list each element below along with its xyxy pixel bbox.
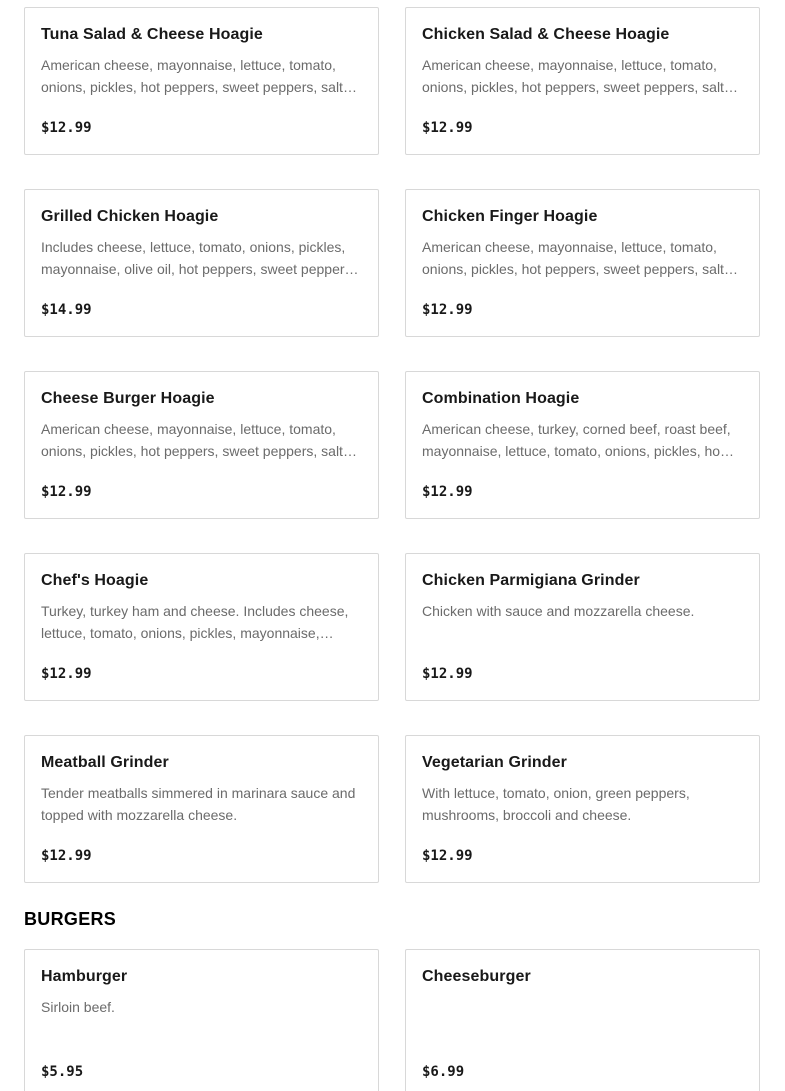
menu-item-card[interactable] [405, 7, 760, 155]
item-description: American cheese, mayonnaise, lettuce, tomato, onions, pickles, hot peppers, sweet peppers, salt… [422, 239, 738, 277]
item-description: Includes cheese, lettuce, tomato, onions, pickles, mayonnaise, olive oil, hot peppers, sweet pepper… [41, 239, 359, 277]
item-description: American cheese, mayonnaise, lettuce, tomato, onions, pickles, hot peppers, sweet peppers, salt… [422, 57, 738, 95]
item-price: $5.95 [41, 1064, 84, 1080]
item-price: $6.99 [422, 1064, 465, 1080]
item-name: Cheeseburger [422, 968, 531, 985]
item-name: Chicken Finger Hoagie [422, 208, 598, 225]
item-name: Cheese Burger Hoagie [41, 390, 215, 407]
item-price: $12.99 [41, 484, 92, 500]
menu-item-card[interactable] [405, 949, 760, 1091]
item-price: $12.99 [422, 666, 473, 682]
item-description: American cheese, mayonnaise, lettuce, tomato, onions, pickles, hot peppers, sweet peppers, salt… [41, 421, 357, 459]
menu-item-card[interactable] [24, 371, 379, 519]
item-price: $12.99 [422, 302, 473, 318]
menu-item-card[interactable] [24, 189, 379, 337]
item-price: $12.99 [422, 484, 473, 500]
menu-item-card[interactable] [405, 735, 760, 883]
menu-item-card[interactable] [24, 7, 379, 155]
section-title-burgers: BURGERS [24, 909, 117, 929]
item-price: $12.99 [41, 120, 92, 136]
menu-item-card[interactable] [405, 189, 760, 337]
item-name: Grilled Chicken Hoagie [41, 208, 219, 225]
menu-item-card[interactable] [24, 553, 379, 701]
item-description: With lettuce, tomato, onion, green peppers, mushrooms, broccoli and cheese. [422, 785, 690, 823]
item-name: Hamburger [41, 968, 128, 985]
menu-item-card[interactable] [24, 949, 379, 1091]
item-price: $14.99 [41, 302, 92, 318]
menu-item-card[interactable] [24, 735, 379, 883]
item-description: Chicken with sauce and mozzarella cheese. [422, 603, 695, 619]
item-description: Turkey, turkey ham and cheese. Includes cheese, lettuce, tomato, onions, pickles, mayonnaise,… [41, 603, 349, 641]
item-name: Tuna Salad & Cheese Hoagie [41, 26, 263, 43]
item-price: $12.99 [41, 666, 92, 682]
item-description: Tender meatballs simmered in marinara sauce and topped with mozzarella cheese. [41, 785, 356, 823]
item-name: Chef's Hoagie [41, 572, 149, 589]
item-price: $12.99 [41, 848, 92, 864]
item-name: Combination Hoagie [422, 390, 580, 407]
item-name: Vegetarian Grinder [422, 754, 567, 771]
item-description: American cheese, mayonnaise, lettuce, tomato, onions, pickles, hot peppers, sweet peppers, salt… [41, 57, 357, 95]
item-description: American cheese, turkey, corned beef, roast beef, mayonnaise, lettuce, tomato, onions, pickles, ho… [422, 421, 735, 459]
item-description: Sirloin beef. [41, 999, 115, 1015]
item-name: Meatball Grinder [41, 754, 169, 771]
menu-item-card[interactable] [405, 371, 760, 519]
item-price: $12.99 [422, 120, 473, 136]
item-name: Chicken Salad & Cheese Hoagie [422, 26, 670, 43]
menu-item-card[interactable] [405, 553, 760, 701]
item-name: Chicken Parmigiana Grinder [422, 572, 640, 589]
item-price: $12.99 [422, 848, 473, 864]
